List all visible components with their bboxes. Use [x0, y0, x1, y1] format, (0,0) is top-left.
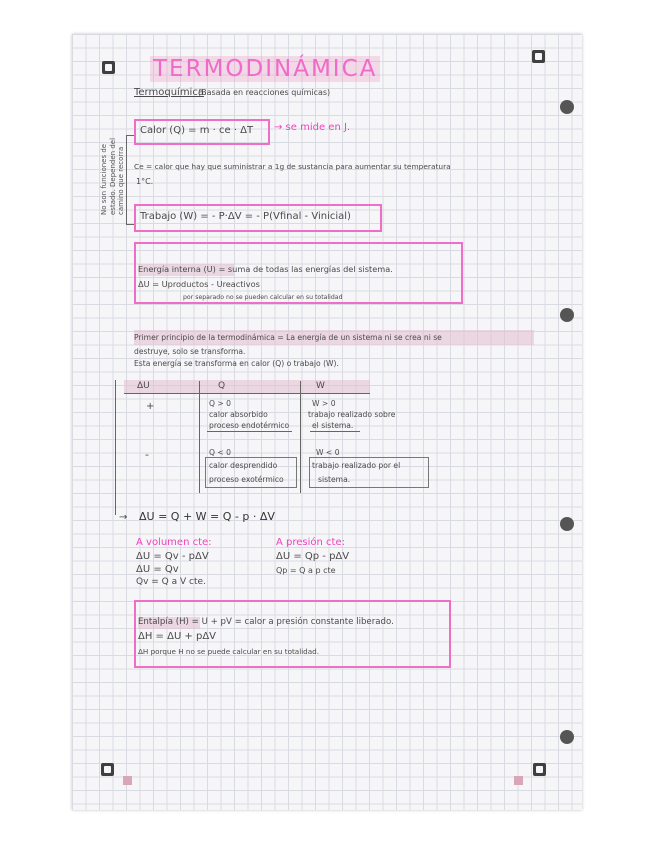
table-header-du: ΔU — [137, 381, 150, 391]
trabajo-formula: Trabajo (W) = - P·ΔV = - P(Vfinal - Vinicial) — [140, 211, 351, 222]
side-note: No son funciones de estado. Dependen del camino que recorra — [100, 137, 125, 215]
row2-w-3: sistema. — [318, 475, 351, 484]
corner-mark-bottom-right — [533, 763, 546, 776]
row1-sign: + — [146, 401, 155, 412]
binder-hole-1 — [560, 100, 574, 114]
corner-dot-right — [514, 776, 523, 785]
principio-line-2: destruye, solo se transforma. — [134, 347, 246, 356]
corner-dot-left — [123, 776, 132, 785]
row1-w-2: trabajo realizado sobre — [308, 410, 396, 419]
presion-line-2: Qp = Q a p cte — [276, 566, 336, 575]
delta-u-formula: ΔU = Q + W = Q - p · ΔV — [139, 510, 275, 523]
bracket-top — [126, 135, 134, 136]
row2-w-2: trabajo realizado por el — [312, 461, 401, 470]
long-bracket — [115, 380, 116, 515]
corner-mark-top-right — [532, 50, 545, 63]
subtitle-word: Termoquímica — [134, 87, 204, 98]
energia-line-2: ΔU = Uproductos - Ureactivos — [138, 279, 260, 289]
row2-w-box — [309, 457, 429, 488]
corner-mark-top-left — [102, 61, 115, 74]
bracket-bottom — [126, 224, 134, 225]
ce-line-2: 1°C. — [136, 177, 154, 186]
arrow-delta-u: → — [119, 512, 128, 523]
energia-line-1: Energía interna (U) = suma de todas las energías del sistema. — [138, 264, 393, 274]
table-header-q: Q — [218, 381, 226, 391]
entalpia-line-2: ΔH = ΔU + pΔV — [138, 631, 217, 642]
row1-q-3: proceso endotérmico — [209, 421, 290, 430]
row1-q-2: calor absorbido — [209, 410, 268, 419]
presion-heading: A presión cte: — [276, 537, 345, 548]
table-header-w: W — [316, 381, 325, 391]
row1-w-1: W > 0 — [312, 399, 336, 408]
entalpia-line-3: ΔH porque H no se puede calcular en su totalidad. — [138, 647, 319, 656]
row1-w-3: el sistema. — [312, 421, 354, 430]
row1-q-1: Q > 0 — [209, 399, 231, 408]
table-col-rule-2 — [300, 381, 301, 493]
table-header-highlight — [124, 380, 370, 393]
energia-line-3: por separado no se pueden calcular en su totalidad — [183, 294, 343, 301]
row2-w-1: W < 0 — [316, 448, 340, 457]
binder-hole-3 — [560, 517, 574, 531]
row1-q-underline — [207, 431, 292, 432]
row2-sign: - — [145, 448, 149, 461]
volumen-line-3: Qv = Q a V cte. — [136, 577, 206, 587]
subtitle-note: (Basada en reacciones químicas) — [198, 88, 331, 97]
calor-formula: Calor (Q) = m · ce · ΔT — [140, 125, 254, 136]
row2-q-box — [205, 457, 297, 488]
binder-hole-4 — [560, 730, 574, 744]
table-col-rule-1 — [199, 381, 200, 493]
corner-mark-bottom-left — [101, 763, 114, 776]
binder-hole-2 — [560, 308, 574, 322]
page-title: TERMODINÁMICA — [150, 56, 380, 82]
entalpia-line-1: Entalpía (H) = U + pV = calor a presión constante liberado. — [138, 617, 394, 627]
row2-q-2: calor desprendido — [209, 461, 278, 470]
row2-q-3: proceso exotérmico — [209, 475, 284, 484]
table-header-rule — [124, 393, 370, 394]
row1-w-underline — [310, 431, 360, 432]
bracket-line — [126, 135, 127, 225]
principio-line-3: Esta energía se transforma en calor (Q) o trabajo (W). — [134, 359, 339, 368]
calor-unit: → se mide en J. — [274, 122, 351, 133]
presion-line-1: ΔU = Qp - pΔV — [276, 551, 350, 562]
row2-q-1: Q < 0 — [209, 448, 231, 457]
volumen-line-2: ΔU = Qv — [136, 564, 179, 575]
principio-line-1: Primer principio de la termodinámica = La energía de un sistema ni se crea ni se — [134, 333, 442, 342]
volumen-line-1: ΔU = Qv - pΔV — [136, 551, 209, 562]
volumen-heading: A volumen cte: — [136, 537, 212, 548]
ce-line-1: Ce = calor que hay que suministrar a 1g de sustancia para aumentar su temperatura — [134, 162, 451, 171]
